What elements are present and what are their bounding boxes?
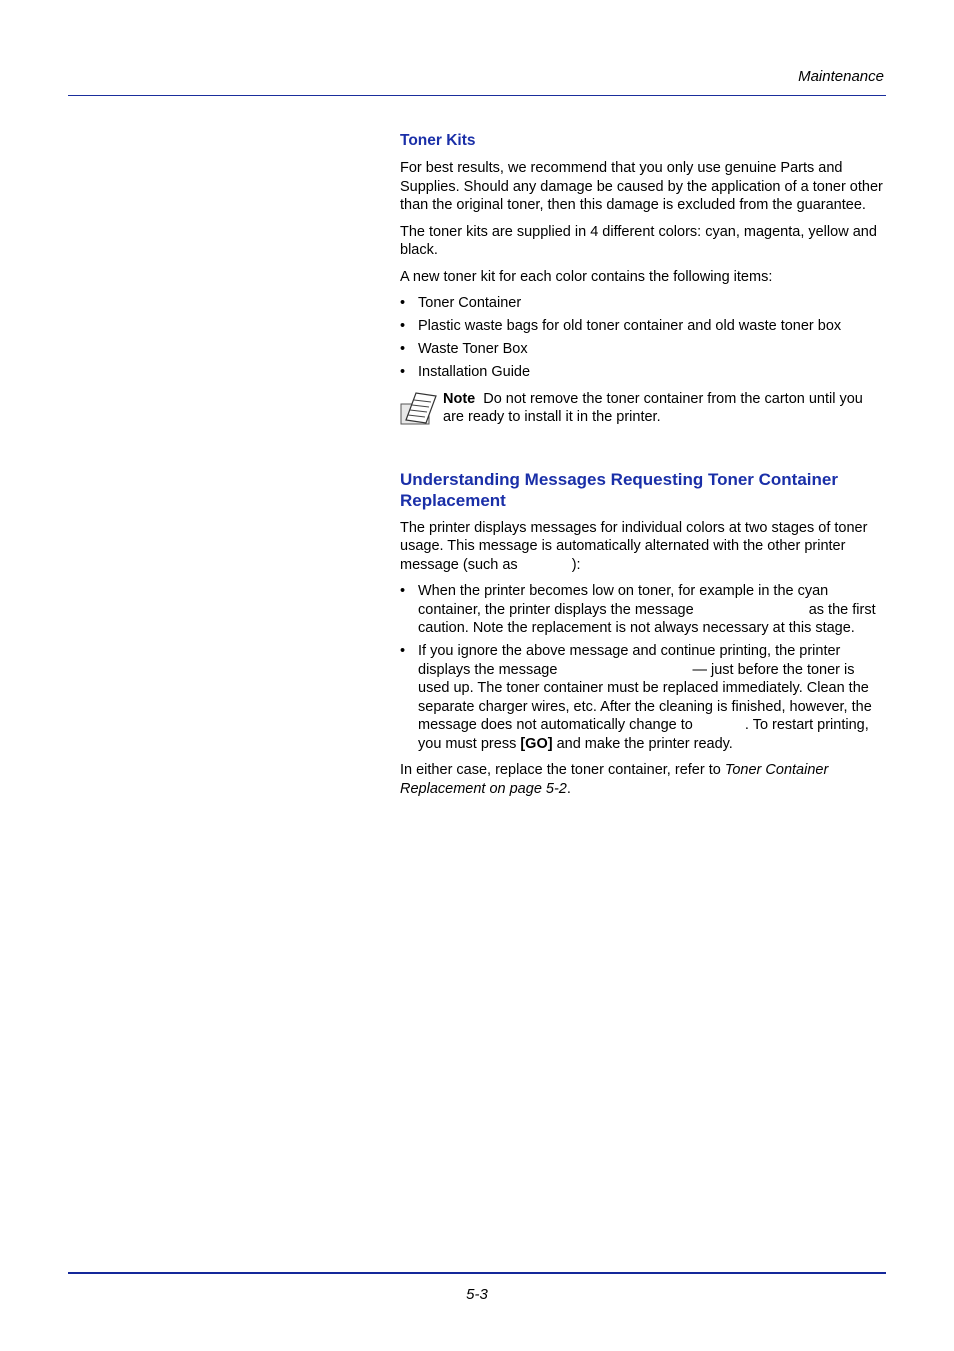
messages-list <box>400 582 886 753</box>
bullet-text: — just before the toner is used up. The toner container must be replaced immediately. Clean the separate charger wires, etc. After the cleaning is finished, however, the message does not automatically change to <box>418 661 872 733</box>
messages-intro-end: ): <box>571 556 581 573</box>
bullet-text: and make the printer ready. <box>552 735 733 752</box>
note-box <box>400 390 886 427</box>
messages-intro-text: The printer displays messages for individual colors at two stages of toner usage. This message is automatically alternated with the other printer message (such as <box>400 519 868 573</box>
go-key-label: [GO] <box>520 735 553 752</box>
toner-kits-colors: The toner kits are supplied in 4 different colors: cyan, magenta, yellow and black. <box>400 223 877 258</box>
toner-kit-items-list <box>400 294 886 382</box>
bullet-text: When the printer becomes low on toner, for example in the cyan container, the printer displays the message <box>418 583 829 618</box>
list-item <box>400 582 886 638</box>
messages-intro <box>400 519 886 575</box>
note-icon <box>400 390 438 426</box>
list-item: • Installation Guide <box>400 363 886 382</box>
bullet-text: as the first caution. Note the replacement is not always necessary at this stage. <box>418 601 876 636</box>
toner-kits-heading: Toner Kits <box>400 132 476 149</box>
messages-closing <box>400 761 886 798</box>
list-item: • Toner Container <box>400 294 886 313</box>
list-item: • Plastic waste bags for old toner container and old waste toner box <box>400 317 886 336</box>
closing-text: . <box>566 780 571 797</box>
footer-rule <box>68 1272 886 1274</box>
toner-kits-items-intro: A new toner kit for each color contains the following items: <box>400 268 773 285</box>
page-number: 5-3 <box>466 1286 488 1303</box>
running-header-title: Maintenance <box>798 68 884 85</box>
note-label: Note <box>443 390 476 407</box>
messages-heading: Understanding Messages Requesting Toner Container Replacement <box>400 469 838 510</box>
list-item <box>400 642 886 753</box>
header-rule <box>68 95 886 96</box>
toner-kits-intro: For best results, we recommend that you only use genuine Parts and Supplies. Should any damage be caused by the application of a toner other than the original toner, then this damage is excluded from the guarantee. <box>400 160 883 213</box>
closing-text: In either case, replace the toner container, refer to <box>400 762 725 778</box>
bullet-text: If you ignore the above message and continue printing, the printer displays the message <box>418 643 841 678</box>
page-content <box>400 131 886 806</box>
note-text: Do not remove the toner container from the carton until you are ready to install it in the printer. <box>443 390 863 425</box>
cross-reference-link[interactable]: Toner Container Replacement on page 5-2 <box>400 762 829 797</box>
bullet-text: . To restart printing, you must press <box>418 717 869 752</box>
list-item: • Waste Toner Box <box>400 340 886 359</box>
